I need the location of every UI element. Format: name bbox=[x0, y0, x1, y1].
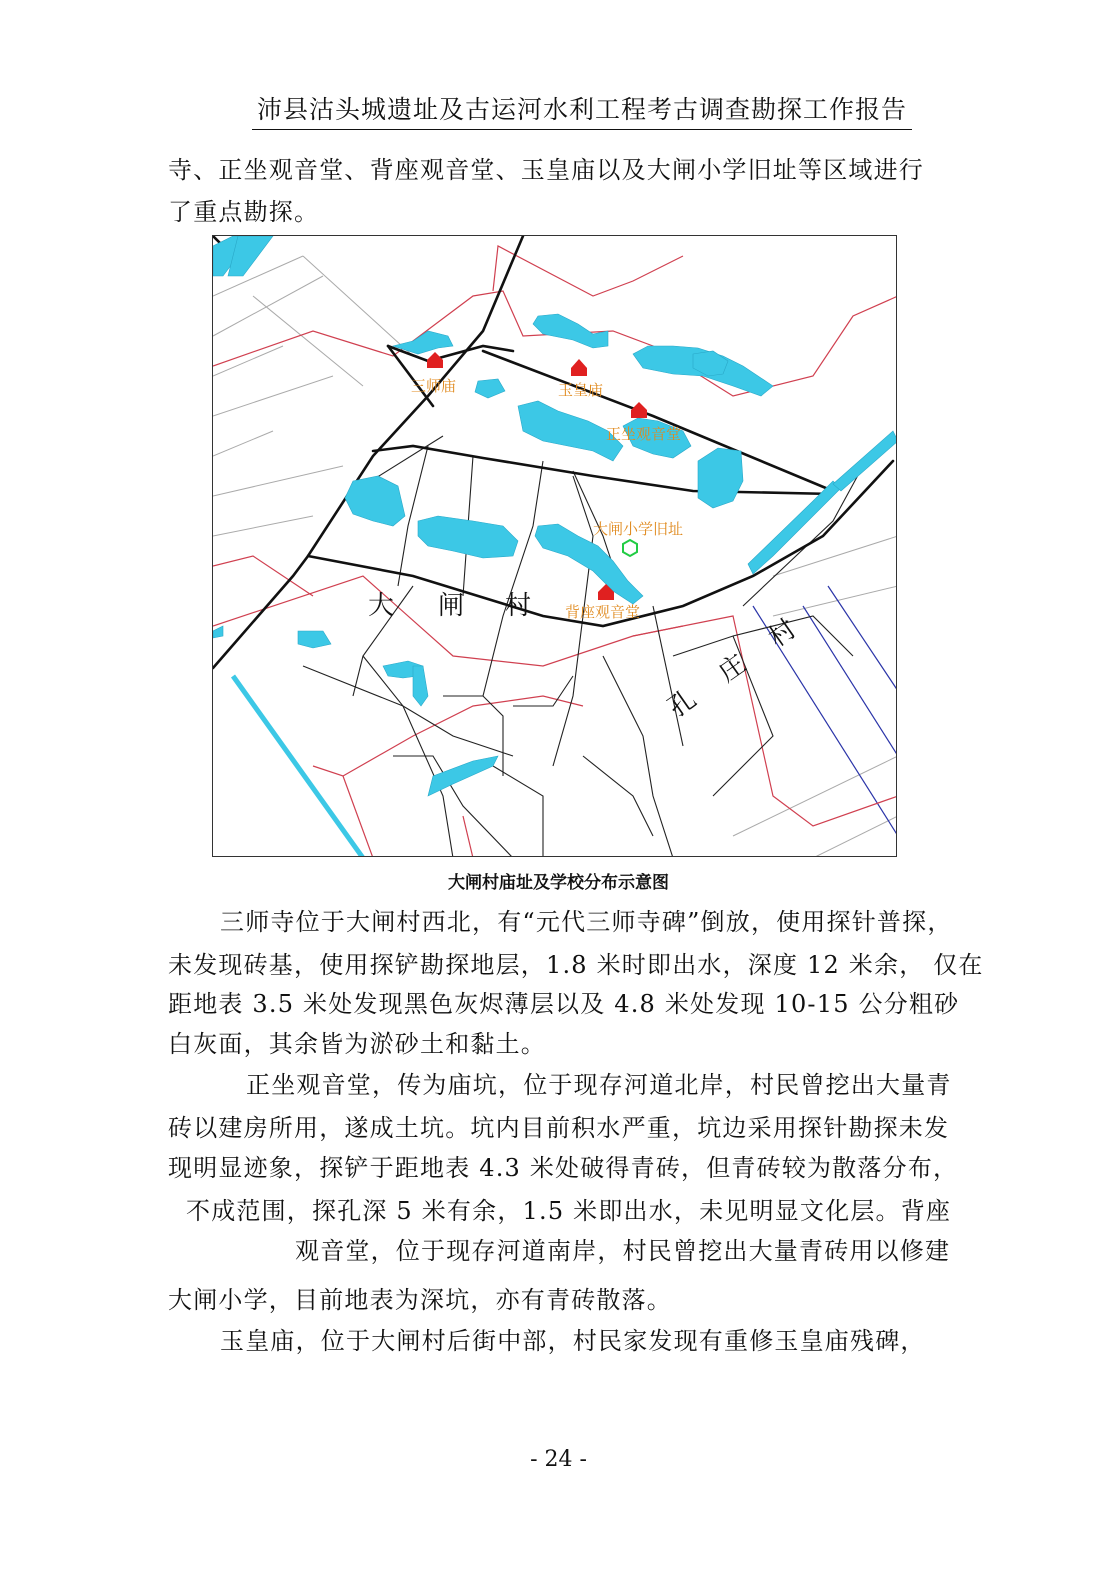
intro-line-2: 了重点勘探。 bbox=[168, 198, 320, 226]
map-caption: 大闸村庙址及学校分布示意图 bbox=[448, 873, 669, 893]
para2-line-2: 砖以建房所用，遂成土坑。坑内目前积水严重，坑边采用探针勘探未发 bbox=[168, 1114, 950, 1142]
para3-line-1: 玉皇庙，位于大闸村后街中部，村民家发现有重修玉皇庙残碑， bbox=[220, 1327, 926, 1355]
label-sanshi-temple: 三师庙 bbox=[411, 377, 457, 395]
label-beizuo-hall: 背座观音堂 bbox=[565, 603, 641, 621]
village-kongzhuang-char-2: 庄 bbox=[713, 649, 752, 689]
village-dazha-char-2: 闸 bbox=[438, 591, 465, 621]
intro-line-1: 寺、正坐观音堂、背座观音堂、玉皇庙以及大闸小学旧址等区域进行 bbox=[168, 156, 924, 184]
village-kongzhuang-char-3: 村 bbox=[763, 614, 802, 654]
river-strip bbox=[233, 676, 363, 857]
main-roads bbox=[213, 236, 893, 668]
village-dazha-char-3: 村 bbox=[505, 591, 532, 621]
para2-line-4: 不成范围，探孔深 5 米有余，1.5 米即出水，未见明显文化层。背座 bbox=[186, 1197, 952, 1225]
page-number: - 24 - bbox=[530, 1447, 587, 1472]
label-yuhuang-temple: 玉皇庙 bbox=[558, 381, 604, 399]
temple-icon-zhengzuo bbox=[631, 402, 647, 418]
water-bodies bbox=[213, 236, 897, 796]
para1-line-4: 白灰面，其余皆为淤砂土和黏土。 bbox=[168, 1030, 546, 1058]
temple-icon-yuhuang bbox=[571, 359, 587, 376]
para2-line-3: 现明显迹象，探铲于距地表 4.3 米处破得青砖，但青砖较为散落分布， bbox=[168, 1154, 959, 1182]
para2-line-5: 观音堂，位于现存河道南岸，村民曾挖出大量青砖用以修建 bbox=[295, 1237, 951, 1265]
school-marker-icon bbox=[623, 540, 637, 556]
para2-line-1: 正坐观音堂，传为庙坑，位于现存河道北岸，村民曾挖出大量青 bbox=[246, 1071, 952, 1099]
label-school-site: 大闸小学旧址 bbox=[593, 520, 684, 538]
map-canvas bbox=[213, 236, 897, 857]
page-header: 沛县沽头城遗址及古运河水利工程考古调查勘探工作报告 bbox=[252, 93, 912, 130]
para1-line-2: 未发现砖基，使用探铲勘探地层，1.8 米时即出水，深度 12 米余， 仅在 bbox=[168, 951, 984, 979]
village-dazha-char-1: 大 bbox=[368, 591, 395, 621]
para2-line-6: 大闸小学，目前地表为深坑，亦有青砖散落。 bbox=[168, 1286, 672, 1314]
label-zhengzuo-hall: 正坐观音堂 bbox=[606, 425, 682, 443]
temple-icon-sanshi bbox=[427, 352, 443, 368]
para1-line-1: 三师寺位于大闸村西北，有“元代三师寺碑”倒放，使用探针普探， bbox=[220, 908, 953, 936]
distribution-map bbox=[212, 235, 897, 857]
village-kongzhuang-char-1: 孔 bbox=[663, 684, 702, 724]
para1-line-3: 距地表 3.5 米处发现黑色灰烬薄层以及 4.8 米处发现 10-15 公分粗砂 bbox=[168, 990, 960, 1018]
